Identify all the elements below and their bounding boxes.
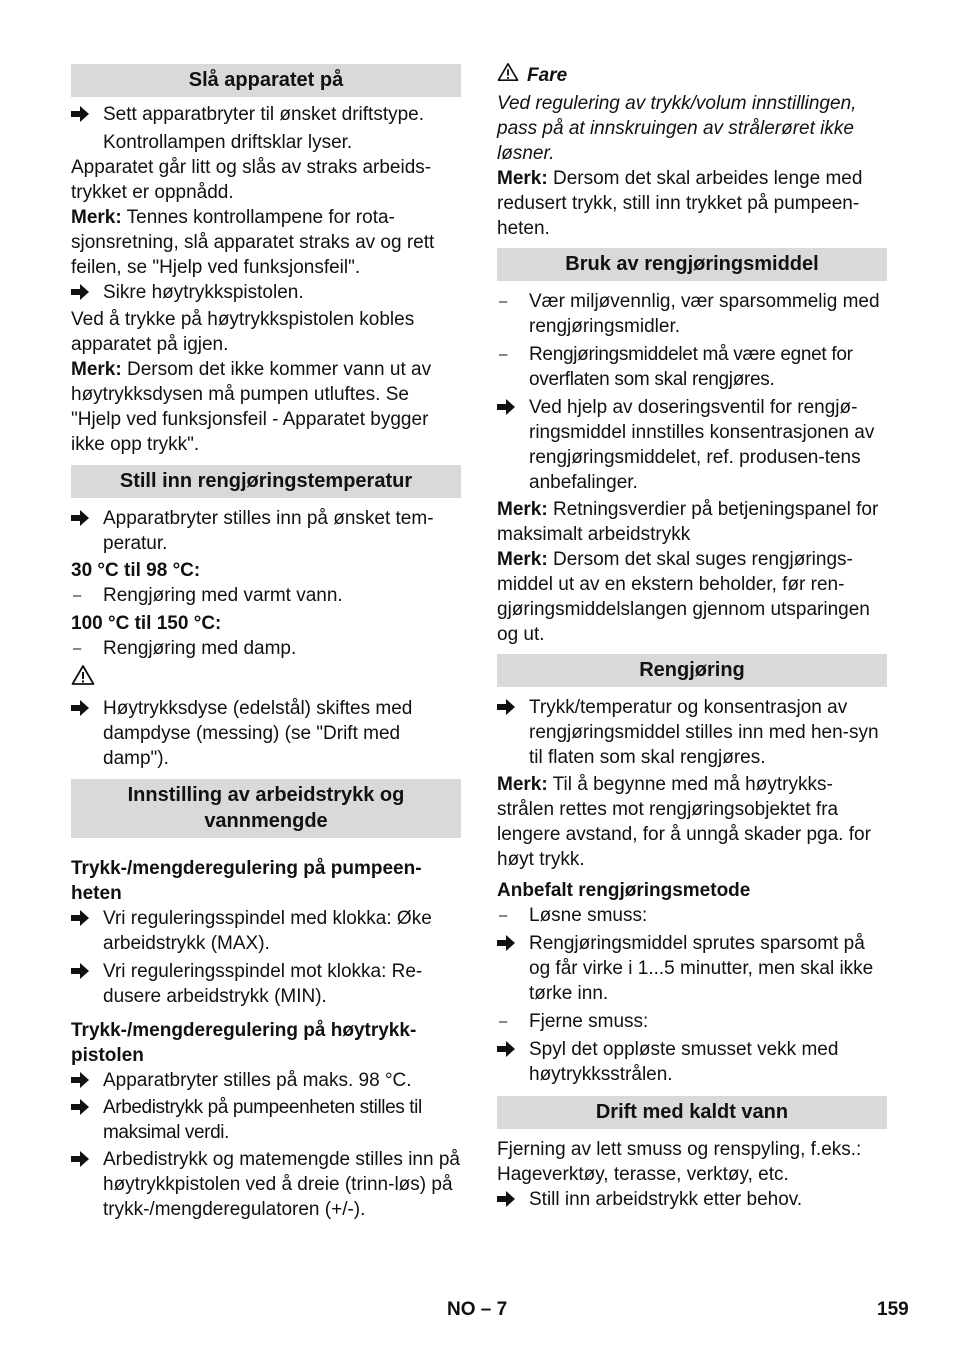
list-item xyxy=(497,1009,887,1034)
arrow-icon xyxy=(71,280,95,300)
list-text: Rengjøring med damp. xyxy=(103,638,297,659)
instruction-text: Trykk/temperatur og konsentrasjon av rengjøringsmiddel stilles inn med hen-syn til flaten som skal rengjøres. xyxy=(529,697,879,768)
section-heading-rengjoring: Rengjøring xyxy=(497,654,887,687)
arrow-icon xyxy=(497,395,521,415)
list-item xyxy=(497,903,887,928)
arrow-icon xyxy=(71,696,95,716)
instruction-item xyxy=(497,1037,887,1087)
note-label: Merk: xyxy=(497,549,548,570)
paragraph: Ved å trykke på høytrykkspistolen kobles apparatet på igjen. xyxy=(71,309,415,355)
instruction-text: Sikre høytrykkspistolen. xyxy=(103,282,304,303)
paragraph: Fjerning av lett smuss og renspyling, f.eks.: Hageverktøy, terasse, verktøy, etc. xyxy=(497,1139,862,1185)
list-item xyxy=(71,583,461,608)
arrow-icon xyxy=(497,931,521,951)
instruction-text: Apparatbryter stilles på maks. 98 °C. xyxy=(103,1070,412,1091)
paragraph: Apparatet går litt og slås av straks arbeids-trykket er oppnådd. xyxy=(71,157,432,203)
dash-bullet: – xyxy=(499,1013,508,1030)
section-heading-kaldt-vann: Drift med kaldt vann xyxy=(497,1096,887,1129)
list-item xyxy=(71,636,461,661)
instruction-text: Ved hjelp av doseringsventil for rengjø-ringsmiddel innstilles konsentrasjonen av rengjøringsmiddelet, ref. produsen-tens anbefalinger. xyxy=(529,397,875,493)
arrow-icon xyxy=(71,906,95,926)
arrow-icon xyxy=(71,1147,95,1167)
arrow-icon xyxy=(71,1068,95,1088)
list-text: Løsne smuss: xyxy=(529,905,648,926)
instruction-item xyxy=(71,506,461,556)
danger-heading xyxy=(497,62,887,89)
instruction-text: Arbedistrykk på pumpeenheten stilles til maksimal verdi. xyxy=(103,1097,422,1143)
note-label: Merk: xyxy=(497,168,548,189)
section-heading-arbeidstrykk: Innstilling av arbeidstrykk og vannmengde xyxy=(71,779,461,838)
note xyxy=(497,547,887,647)
instruction-text: Arbedistrykk og matemengde stilles inn på høytrykkpistolen ved å dreie (trinn-løs) på trykk-/mengderegulatoren (+/-). xyxy=(103,1149,460,1220)
list-text: Fjerne smuss: xyxy=(529,1011,649,1032)
section-heading-rengjoringstemperatur: Still inn rengjøringstemperatur xyxy=(71,465,461,498)
section-page-label: NO – 7 xyxy=(447,1299,508,1320)
arrow-icon xyxy=(497,1187,521,1207)
note-label: Merk: xyxy=(497,499,548,520)
instruction-text: Rengjøringsmiddel sprutes sparsomt på og får virke i 1...5 minutter, men skal ikke tørke inn. xyxy=(529,933,874,1004)
note xyxy=(497,166,887,241)
instruction-item xyxy=(497,395,887,495)
note xyxy=(71,205,461,280)
instruction-text: Sett apparatbryter til ønsket driftstype. xyxy=(103,104,425,125)
instruction-item xyxy=(71,1147,461,1222)
instruction-text: Vri reguleringsspindel mot klokka: Re-dusere arbeidstrykk (MIN). xyxy=(103,961,423,1007)
instruction-item xyxy=(71,1068,461,1093)
note-text: Dersom det skal arbeides lenge med redusert trykk, still inn trykket på pumpeen-heten. xyxy=(497,168,863,239)
note xyxy=(71,357,461,457)
section-heading-sla-apparatet-pa: Slå apparatet på xyxy=(71,64,461,97)
list-text: Vær miljøvennlig, vær sparsommelig med rengjøringsmidler. xyxy=(529,291,880,337)
arrow-icon xyxy=(71,506,95,526)
warning-icon xyxy=(71,661,461,696)
instruction-item xyxy=(71,959,461,1009)
dash-bullet: – xyxy=(499,346,508,363)
instruction-text: Spyl det oppløste smusset vekk med høytrykksstrålen. xyxy=(529,1039,839,1085)
dash-bullet: – xyxy=(73,587,82,604)
warning-icon xyxy=(497,62,519,89)
instruction-text: Høytrykksdyse (edelstål) skiftes med dampdyse (messing) (se "Drift med damp"). xyxy=(103,698,413,769)
subheading: 30 °C til 98 °C: xyxy=(71,560,201,581)
subheading: Anbefalt rengjøringsmetode xyxy=(497,880,751,901)
note xyxy=(497,772,887,872)
section-heading-rengjoringsmiddel: Bruk av rengjøringsmiddel xyxy=(497,248,887,281)
instruction-item xyxy=(497,1187,887,1212)
instruction-item xyxy=(71,906,461,956)
instruction-item xyxy=(497,695,887,770)
page-number: 159 xyxy=(877,1299,909,1320)
instruction-text: Apparatbryter stilles inn på ønsket tem-peratur. xyxy=(103,508,434,554)
arrow-icon xyxy=(497,695,521,715)
dash-bullet: – xyxy=(73,640,82,657)
list-item xyxy=(497,342,887,392)
instruction-text: Vri reguleringsspindel med klokka: Øke arbeidstrykk (MAX). xyxy=(103,908,432,954)
note-label: Merk: xyxy=(71,207,122,228)
dash-bullet: – xyxy=(499,293,508,310)
subheading: Trykk-/mengderegulering på pumpeen-heten xyxy=(71,858,422,904)
danger-text: Ved regulering av trykk/volum innstillingen, pass på at innskruingen av strålerøret ikke løsner. xyxy=(497,93,857,164)
arrow-icon xyxy=(71,959,95,979)
dash-bullet: – xyxy=(499,907,508,924)
arrow-icon xyxy=(497,1037,521,1057)
instruction-text: Kontrollampen driftsklar lyser. xyxy=(103,132,353,153)
note-text: Dersom det skal suges rengjørings-middel ut av en ekstern beholder, før ren-gjøringsmiddelslangen gjennom utsparingen og ut. xyxy=(497,549,870,645)
left-column xyxy=(71,64,461,1222)
note xyxy=(497,497,887,547)
list-item xyxy=(497,289,887,339)
note-text: Tennes kontrollampene for rota-sjonsretning, slå apparatet straks av og rett feilen, se "Hjelp ved funksjonsfeil". xyxy=(71,207,435,278)
right-column xyxy=(497,62,887,1212)
note-text: Retningsverdier på betjeningspanel for maksimalt arbeidstrykk xyxy=(497,499,879,545)
instruction-item xyxy=(71,102,461,127)
list-text: Rengjøringsmiddelet må være egnet for overflaten som skal rengjøres. xyxy=(529,344,853,390)
instruction-item xyxy=(71,696,461,771)
subheading: Trykk-/mengderegulering på høytrykk-pistolen xyxy=(71,1020,417,1066)
instruction-item xyxy=(71,1095,461,1145)
instruction-item xyxy=(497,931,887,1006)
list-text: Rengjøring med varmt vann. xyxy=(103,585,343,606)
subheading: 100 °C til 150 °C: xyxy=(71,613,222,634)
note-text: Til å begynne med må høytrykks-strålen rettes mot rengjøringsobjektet fra lengere avstand, for å unngå skader pga. for høyt trykk. xyxy=(497,774,871,870)
note-label: Merk: xyxy=(71,359,122,380)
instruction-text: Still inn arbeidstrykk etter behov. xyxy=(529,1189,803,1210)
arrow-icon xyxy=(71,1095,95,1115)
note-label: Merk: xyxy=(497,774,548,795)
arrow-icon xyxy=(71,102,95,122)
note-text: Dersom det ikke kommer vann ut av høytrykksdysen må pumpen utluftes. Se "Hjelp ved funksjonsfeil - Apparatet bygger ikke opp trykk". xyxy=(71,359,432,455)
danger-label: Fare xyxy=(527,65,568,86)
instruction-item xyxy=(71,280,461,305)
